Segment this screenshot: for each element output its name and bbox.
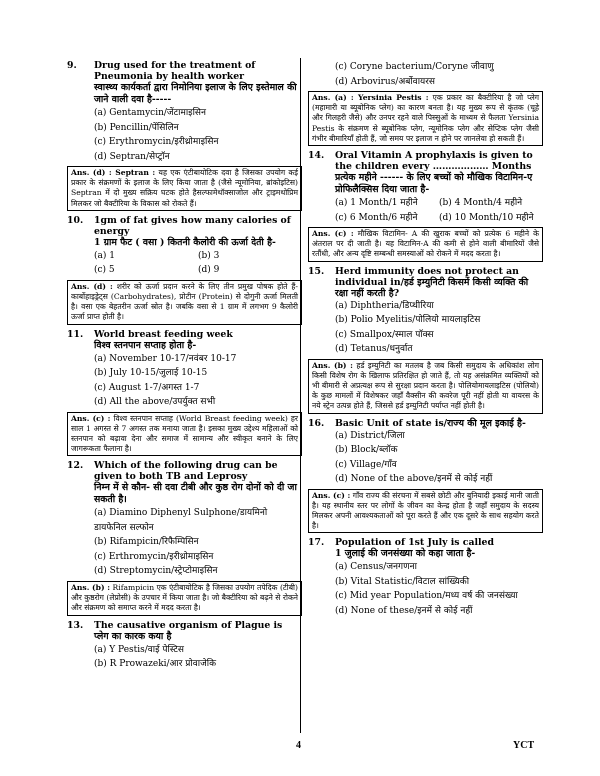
option-c: (c) Mid year Population/मध्य वर्ष की जनसंख्या: [335, 591, 518, 602]
option-a: (a) 1: [94, 250, 115, 261]
option-c: (c) 6 Month/6 महीने: [335, 212, 418, 223]
option-d: (d) None of these/इनमें से कोई नहीं: [335, 605, 473, 616]
option-c: (c) Erythromycin/इरीथ्रोमाइसिन: [94, 137, 219, 147]
answer-box: [67, 412, 302, 457]
answer-text: गाँव राज्य की संरचना में सबसे छोटी और बुनियादी इकाई मानी जाती है। यह स्थानीय स्तर पर लोगों के जीवन का केन्द्र होता है जहाँ समुदाय के सदस्य मिलकर अपनी आवश्यकताओं को पूरा करते हैं और एक दूसरे के साथ सहयोग करते है।: [312, 490, 539, 531]
option-a: (a) 1 Month/1 महीने: [335, 198, 418, 209]
answer-text: शरीर को ऊर्जा प्रदान करने के लिए तीन प्रमुख पोषक होते हैं- कार्बोहाइड्रेट्स (Carbohydrates), प्रोटीन (Protein) से दोगुनी ऊर्जा मिलती है। वसा एक बेहतरीन ऊर्जा स्रोत है। जबकि वसा से 1 ग्राम में लगभग 9 कैलोरी ऊर्जा प्राप्त होती है।: [71, 281, 298, 322]
option-d: (d) All the above/उपर्युक्त सभी: [94, 397, 216, 408]
question-text-en: Population of 1st July is called: [335, 537, 494, 549]
option-c: (c) 5: [94, 265, 115, 276]
question-number: 11.: [67, 328, 84, 340]
option-d: (d) None of the above/इनमें से कोई नहीं: [335, 474, 493, 485]
option-d: (d) Streptomycin/स्ट्रेप्टोमाइसिन: [94, 566, 218, 577]
question-number: 17.: [308, 537, 325, 549]
option-a: (a) November 10-17/नवंबर 10-17: [94, 353, 237, 364]
question-14: [308, 150, 543, 262]
option-b: (b) Polio Myelitis/पोलियो मायलाइटिस: [335, 315, 481, 326]
answer-text: मौखिक विटामिन- A की खुराक बच्चों को प्रत्येक 6 महीने के अंतराल पर दी जाती है। यह विटामिन-A की कमी से होने वाली बीमारियों जैसे रतौंधी, और अन्य दृष्टि सम्बन्धी समस्याओं को रोकने में मदद करता है।: [312, 229, 540, 259]
answer-text: हर्ड इम्युनिटी का मतलब है जब किसी समुदाय के अधिकांश लोग किसी विशेष रोग के खिलाफ प्रतिरक्षित हो जाते हैं, तो यह असंक्रमित व्यक्तियों को भी बीमारी से अप्रत्यक्ष रूप से सुरक्षा प्रदान करता है। पोलियोमायलाइटिस (पोलियो) के कुछ मामलों में विशेषकर जहाँ वैक्सीन की कवरेज पूरी नहीं होती या वायरस के नये स्ट्रेन उत्पन्न होते हैं, जिससे हर्ड इम्युनिटी पर्याप्त नहीं होती है।: [312, 360, 539, 411]
question-16: [308, 418, 543, 534]
answer-label: Ans. (c) :: [71, 413, 111, 423]
question-text-hi: स्वास्थ्य कार्यकर्ता द्वारा निमोनिया इलाज के लिए इस्तेमाल की जाने वाली दवा है-----: [94, 82, 297, 105]
option-a: (a) Census/जनगणना: [335, 562, 417, 573]
left-column: [67, 60, 302, 674]
option-d: (d) Arbovirus/अर्बोवायरस: [335, 76, 436, 87]
answer-text: विश्व स्तनपान सप्ताह (World Breast feeding week) हर साल 1 अगस्त से 7 अगस्त तक मनाया जाता है। इसका मुख्य उद्देश्य महिलाओं को स्तनपान को बढ़ावा देना और समाज में सामान्य और स्वीकृत बनाने के लिए जागरूकता फैलाना है।: [71, 413, 298, 454]
question-number: 16.: [308, 417, 325, 429]
question-text-hi: 1 जुलाई की जनसंख्या को कहा जाता है-: [335, 548, 476, 560]
answer-box: [67, 280, 302, 325]
option-a: (a) Y Pestis/वाई पेस्टिस: [94, 644, 184, 655]
answer-text: Rifampicin एक एंटीबायोटिक है जिसका उपयोग तपेदिक (टीबी) और कुष्ठरोग (लेप्रोसी) के उपचार में किया जाता है। जो बैक्टीरिया को बढ़ने से रोकने और संक्रमण को समाप्त करने में मदद करता है।: [71, 582, 298, 613]
answer-box: [308, 359, 543, 414]
answer-box: [67, 166, 302, 211]
option-c: (c) Smallpox/स्माल पॉक्स: [335, 329, 434, 340]
question-text-en: World breast feeding week: [94, 328, 233, 340]
option-c: (c) Erthromycin/इरीथ्रोमाइसिन: [94, 551, 214, 562]
question-number: 10.: [67, 214, 84, 226]
question-15: [308, 266, 543, 414]
question-12: [67, 460, 302, 615]
question-text-en: The causative organism of Plague is: [94, 619, 283, 631]
option-b: (b) Vital Statistic/विटाल सांख्यिकी: [335, 576, 470, 587]
option-c: (c) August 1-7/अगस्त 1-7: [94, 382, 200, 393]
option-a: (a) Diamino Diphenyl Sulphone/डायमिनो डायफेनिल सल्फोन: [94, 508, 268, 533]
option-b: (b) 3: [198, 250, 220, 261]
question-10: [67, 215, 302, 325]
option-d: (d) Septran/सेप्ट्रॉन: [94, 151, 170, 162]
answer-label: Ans. (a) : Yersinia Pestis :: [312, 93, 429, 102]
question-text-en: Which of the following drug can be given to both TB and Leprosy: [94, 460, 278, 483]
option-d: (d) Tetanus/धनुर्वात: [335, 344, 413, 355]
question-17: [308, 537, 543, 618]
question-text-en: Oral Vitamin A prophylaxis is given to the children every ……………… Months: [335, 150, 533, 173]
answer-label: Ans. (d) : Septran :: [71, 168, 156, 177]
question-text-hi: प्लेग का कारक कया है: [94, 630, 172, 642]
option-b: (b) R Prowazeki/आर प्रोवाजेकि: [94, 659, 217, 670]
option-b: (b) Pencillin/पेंसिलिन: [94, 122, 179, 133]
question-text-hi: निम्न में से कौन- सी दवा टीबी और कुष्ठ रोग दोनों को दी जा सकती है।: [94, 482, 297, 506]
question-13-continued: [308, 60, 543, 146]
question-text-hi: विश्व स्तनपान सप्ताह होता है-: [94, 339, 197, 351]
answer-box: [308, 489, 543, 534]
question-text-hi: 1 ग्राम फैट ( वसा ) कितनी कैलोरी की ऊर्जा देती है-: [94, 236, 276, 248]
question-text: Herd immunity does not protect an individual in/हर्ड इम्युनिटी किसमें किसी व्यक्ति की रक्षा नहीं करती है?: [335, 265, 529, 299]
question-text: Basic Unit of state is/राज्य की मूल इकाई है-: [335, 417, 526, 429]
option-b: (b) Block/ब्लॉक: [335, 445, 398, 456]
question-number: 15.: [308, 265, 325, 277]
question-text-en: Drug used for the treatment of Pneumonia by health worker: [94, 60, 256, 82]
option-b: (b) 4 Month/4 महीने: [439, 198, 523, 209]
question-text-en: 1gm of fat gives how many calories of energy: [94, 214, 291, 237]
answer-label: Ans. (c) :: [312, 490, 351, 500]
answer-box: [308, 227, 543, 262]
question-text-hi: प्रत्येक महीने ------ के लिए बच्चों को मौखिक विटामिन-ए प्रोफिलैक्सिस दिया जाता है-: [335, 172, 533, 196]
publisher-brand: YCT: [513, 740, 535, 751]
column-divider: [300, 58, 301, 733]
answer-label: Ans. (c) :: [312, 229, 354, 239]
page-number: 4: [296, 740, 301, 751]
answer-text: एक प्रकार का बैक्टीरिया है जो प्लेग (महामारी या ब्यूबोनिक प्लेग) का कारण बनता है। यह मुख्य रूप से कृंतक (चूहे और गिलहरी जैसे) और उनपर रहने वाले पिस्सुओं के माध्यम से फैलता Yersinia Pestis के संक्रमण से ब्यूबोनिक प्लेग, न्यूमोनिक प्लेग और सेप्टिक प्लेग जैसी गंभीर बीमारियाँ होती हैं, जो समय पर इलाज न होने पर जानलेवा हो सकती हैं।: [312, 93, 540, 143]
option-d: (d) 10 Month/10 महीने: [439, 212, 534, 223]
option-b: (b) July 10-15/जुलाई 10-15: [94, 368, 208, 379]
question-number: 14.: [308, 150, 325, 162]
answer-box: [308, 91, 543, 146]
answer-text: यह एक एंटीबायोटिक दवा है जिसका उपयोग कई प्रकार के संक्रमणों के इलाज के लिए किया जाता है (जैसे न्यूमोनिया, ब्रांकोइटिस) Septran में दो मुख्य सक्रिय घटक होते हैसल्फामेथॉक्साजोल और ट्राइमथोप्रिम मिलकर जो बैक्टीरिया के विकास को रोकते हैं।: [71, 168, 298, 208]
option-a: (a) Diphtheria/डिप्थीरिया: [335, 300, 434, 311]
option-c: (c) Village/गाँव: [335, 459, 397, 470]
option-a: (a) District/जिला: [335, 430, 405, 441]
question-number: 12.: [67, 460, 84, 472]
answer-label: Ans. (b) :: [71, 582, 111, 592]
option-c: (c) Coryne bacterium/Coryne जीवाणु: [335, 62, 494, 72]
answer-label: Ans. (b) :: [312, 360, 353, 370]
question-11: [67, 329, 302, 457]
answer-box: [67, 581, 302, 616]
option-a: (a) Gentamycin/जेंटामाइसिन: [94, 108, 206, 118]
question-13: [67, 620, 302, 672]
option-d: (d) 9: [198, 265, 220, 276]
right-column: [308, 60, 543, 620]
option-b: (b) Rifampicin/रिफैम्पिसिन: [94, 537, 199, 548]
question-9: [67, 60, 302, 211]
question-number: 13.: [67, 619, 84, 631]
answer-label: Ans. (d) :: [71, 281, 113, 291]
question-number: 9.: [67, 60, 77, 71]
